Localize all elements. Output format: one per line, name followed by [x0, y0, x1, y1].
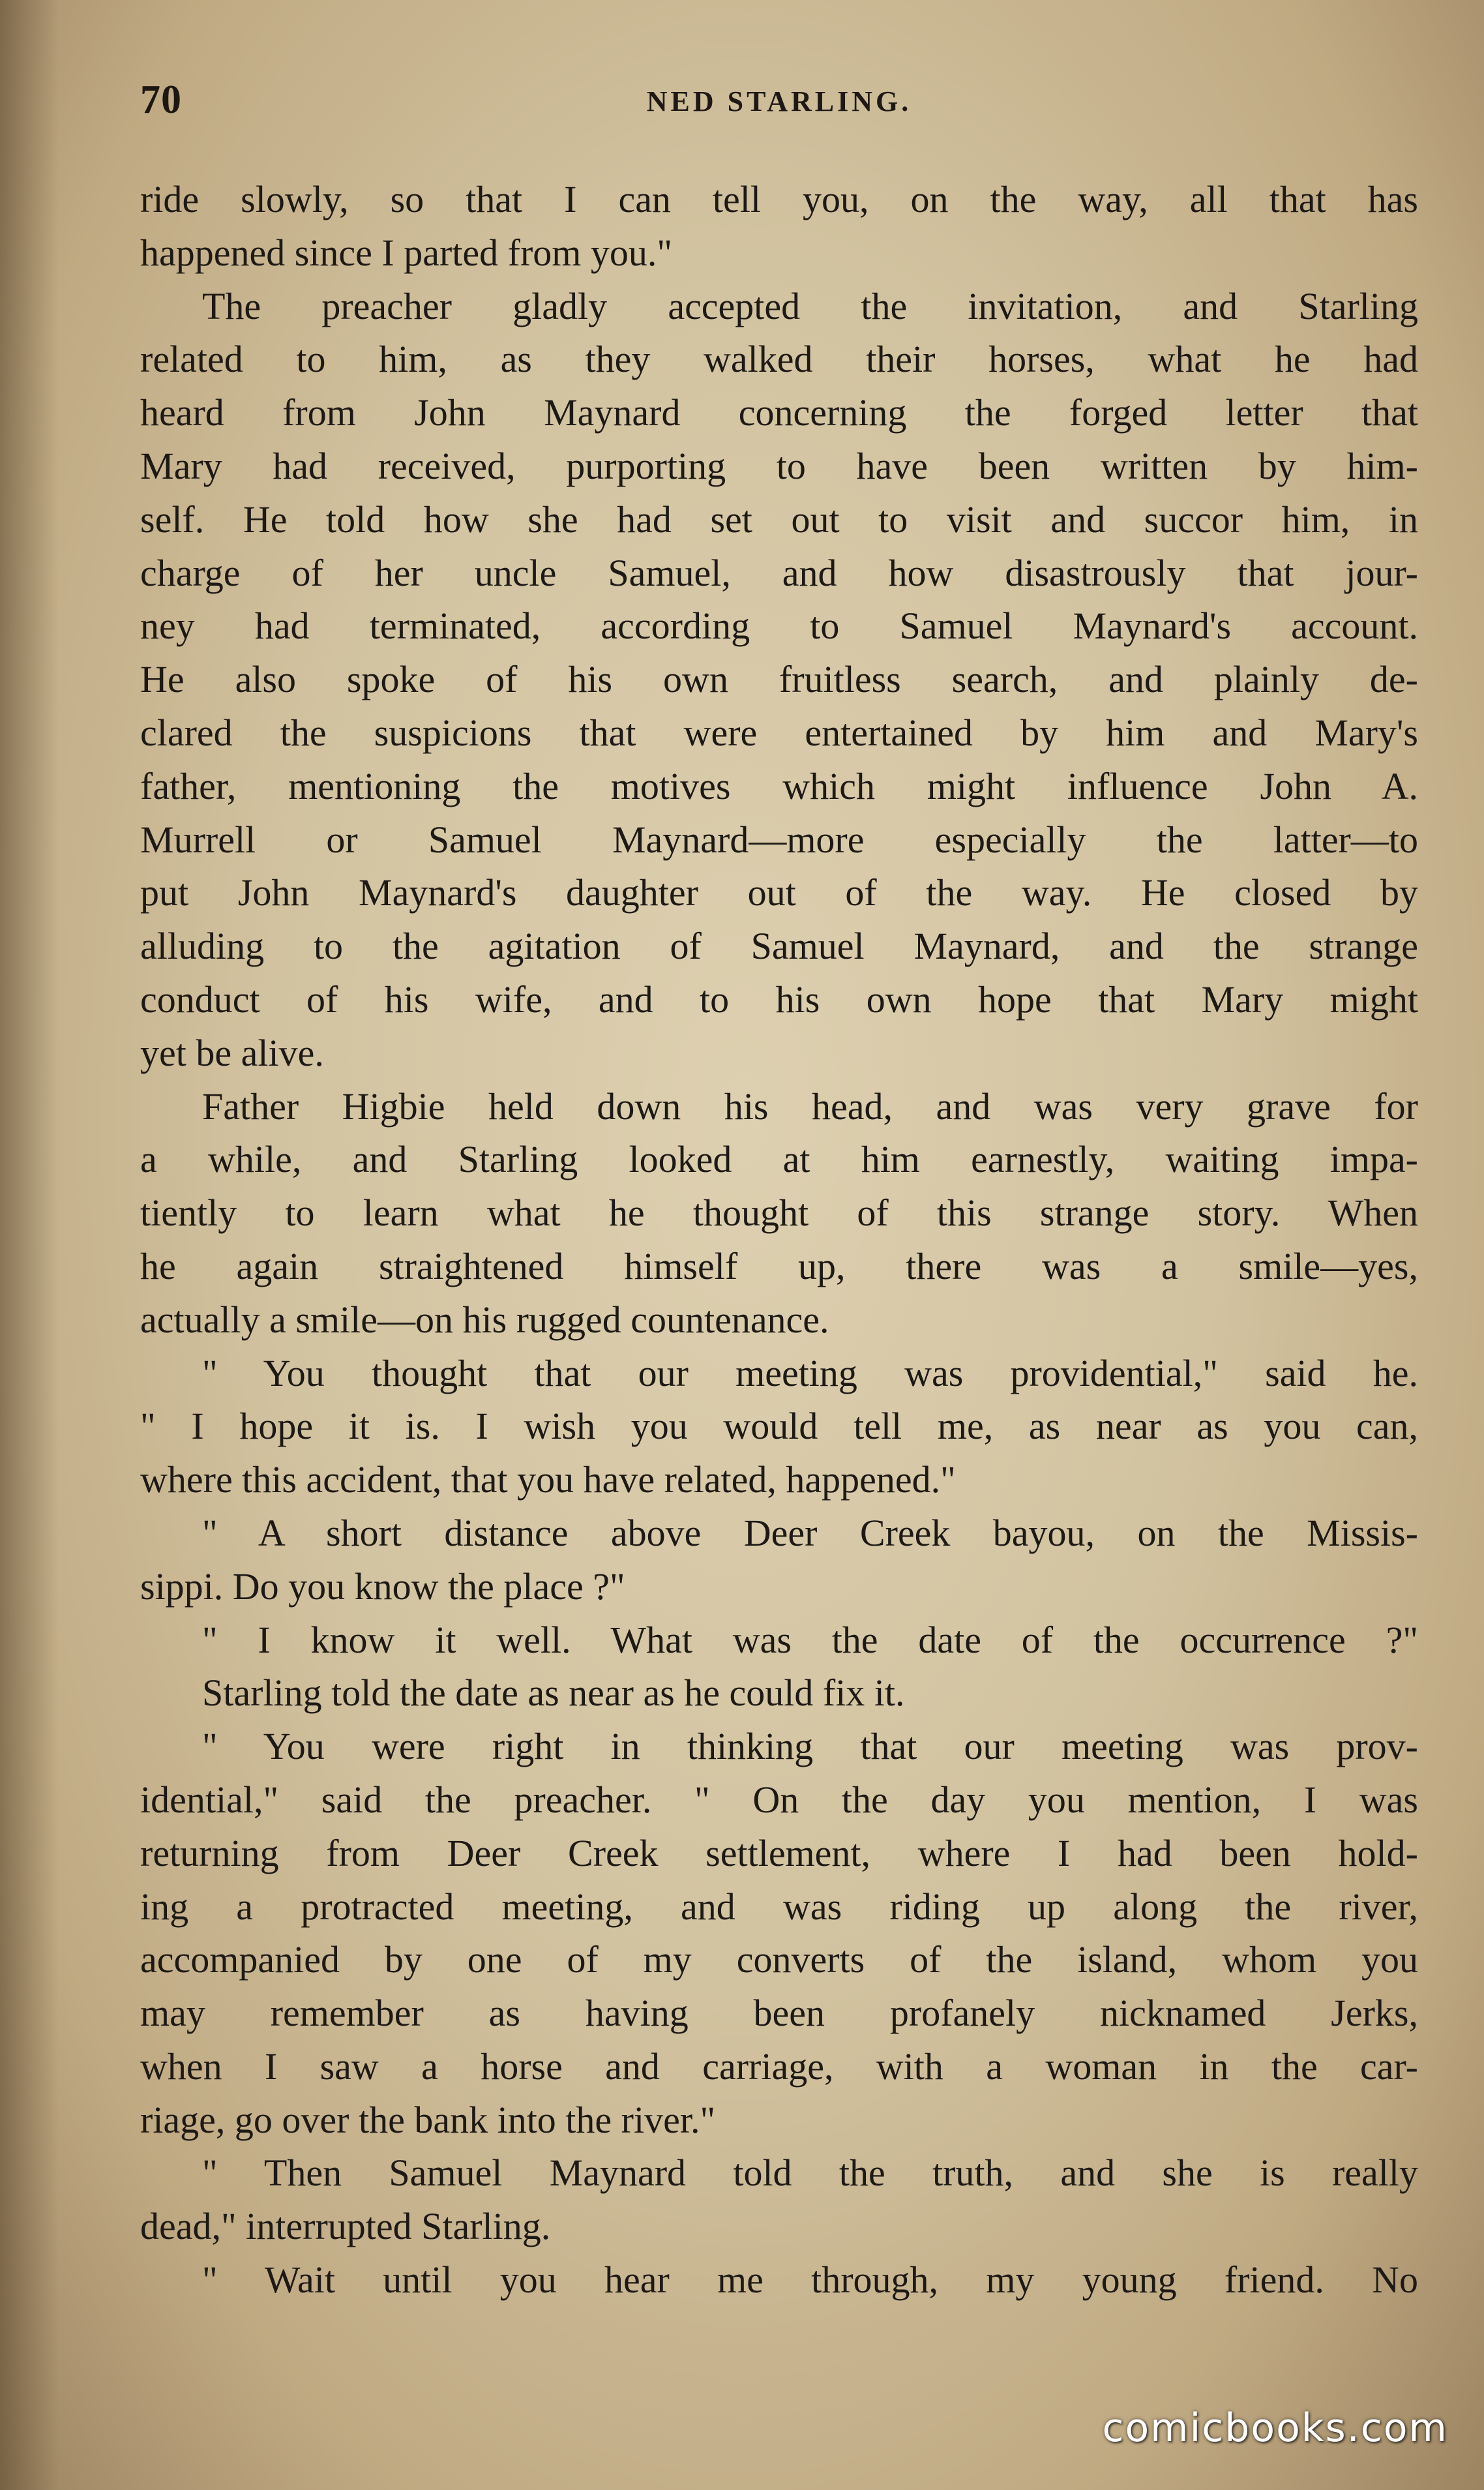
text-line: ing a protracted meeting, and was riding up along the river, — [140, 1885, 1418, 1928]
page-body-text — [140, 173, 1418, 2307]
text-line: " You were right in thinking that our meeting was prov- — [202, 1725, 1418, 1768]
text-line: may remember as having been profanely nicknamed Jerks, — [140, 1992, 1418, 2035]
text-line: Murrell or Samuel Maynard—more especially the latter—to — [140, 818, 1418, 861]
text-line: yet be alive. — [140, 1031, 324, 1074]
page-gutter-shadow — [0, 0, 59, 2490]
text-line: alluding to the agitation of Samuel Maynard, and the strange — [140, 925, 1418, 968]
text-line: when I saw a horse and carriage, with a woman in the car- — [140, 2045, 1418, 2088]
page-number: 70 — [140, 78, 182, 122]
text-line: related to him, as they walked their horses, what he had — [140, 338, 1418, 381]
text-line: Father Higbie held down his head, and was very grave for — [202, 1085, 1418, 1128]
text-line: accompanied by one of my converts of the island, whom you — [140, 1938, 1418, 1981]
text-line: " A short distance above Deer Creek bayou, on the Missis- — [202, 1511, 1418, 1554]
text-line: dead," interrupted Starling. — [140, 2205, 551, 2248]
text-line: happened since I parted from you." — [140, 231, 673, 274]
text-line: " I hope it is. I wish you would tell me, as near as you can, — [140, 1405, 1418, 1448]
running-head: NED STARLING. — [646, 85, 912, 117]
text-line: Mary had received, purporting to have been written by him- — [140, 444, 1418, 487]
text-line: tiently to learn what he thought of this strange story. When — [140, 1192, 1418, 1235]
text-line: charge of her uncle Samuel, and how disastrously that jour- — [140, 551, 1418, 594]
text-line: self. He told how she had set out to visit and succor him, in — [140, 498, 1418, 541]
text-line: sippi. Do you know the place ?" — [140, 1565, 625, 1608]
text-line: where this accident, that you have related, happened." — [140, 1458, 956, 1501]
text-line: " You thought that our meeting was providential," said he. — [202, 1351, 1418, 1394]
text-line: idential," said the preacher. " On the day you mention, I was — [140, 1778, 1418, 1821]
text-line: actually a smile—on his rugged countenance. — [140, 1298, 829, 1341]
text-line: he again straightened himself up, there was a smile—yes, — [140, 1244, 1418, 1287]
text-line: " Then Samuel Maynard told the truth, and she is really — [202, 2152, 1418, 2195]
text-line: ney had terminated, according to Samuel Maynard's account. — [140, 605, 1418, 648]
text-line: a while, and Starling looked at him earnestly, waiting impa- — [140, 1138, 1418, 1181]
text-line: " Wait until you hear me through, my young friend. No — [202, 2258, 1418, 2302]
text-line: riage, go over the bank into the river." — [140, 2098, 716, 2141]
text-line: " I know it well. What was the date of the occurrence ?" — [202, 1618, 1418, 1661]
text-line: He also spoke of his own fruitless search, and plainly de- — [140, 658, 1418, 701]
text-line: put John Maynard's daughter out of the way. He closed by — [140, 871, 1418, 914]
text-line: ride slowly, so that I can tell you, on the way, all that has — [140, 178, 1418, 220]
page-header — [140, 77, 1418, 136]
text-line: father, mentioning the motives which might influence John A. — [140, 764, 1418, 807]
text-line: returning from Deer Creek settlement, where I had been hold- — [140, 1831, 1418, 1874]
text-line: The preacher gladly accepted the invitation, and Starling — [202, 284, 1418, 327]
text-line: conduct of his wife, and to his own hope that Mary might — [140, 978, 1418, 1021]
text-line: clared the suspicions that were entertained by him and Mary's — [140, 711, 1418, 754]
source-watermark: comicbooks.com — [1102, 2405, 1448, 2451]
text-line: heard from John Maynard concerning the forged letter that — [140, 391, 1418, 434]
text-line: Starling told the date as near as he could fix it. — [202, 1672, 905, 1715]
